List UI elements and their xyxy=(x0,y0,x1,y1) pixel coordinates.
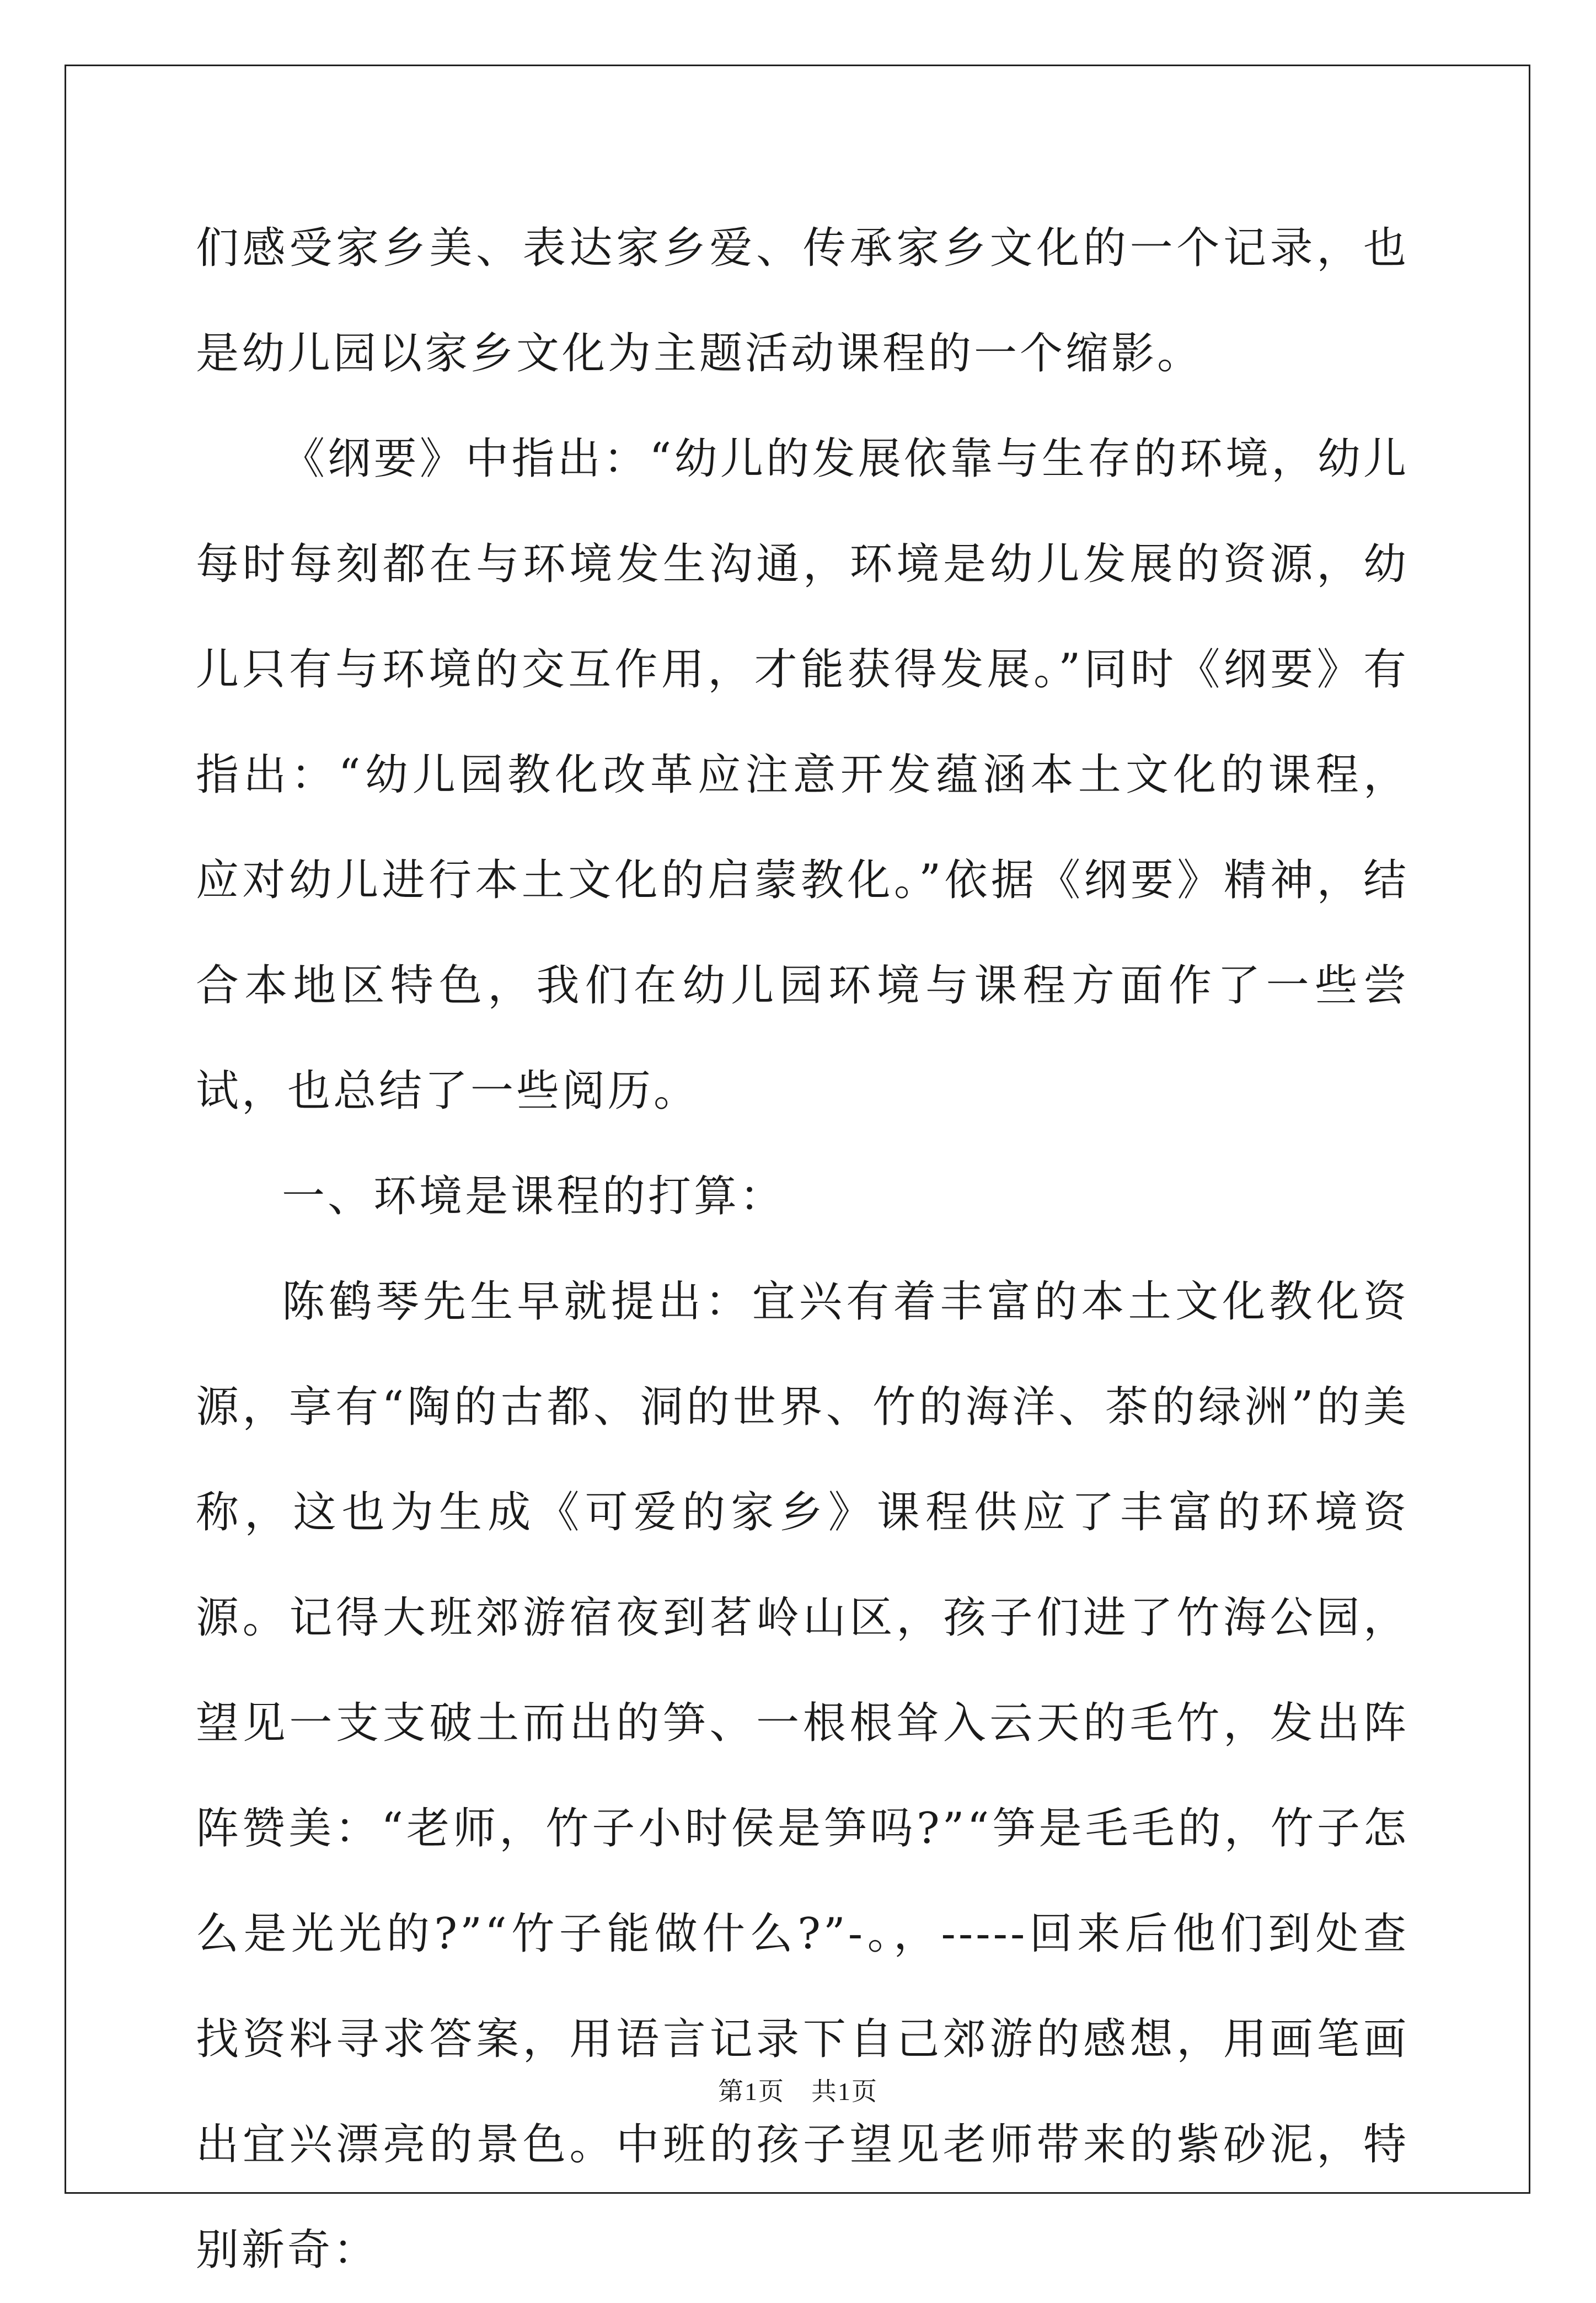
section-heading: 一、环境是课程的打算： xyxy=(282,1172,786,1221)
paragraph-1: 们感受家乡美、表达家乡爱、传承家乡文化的一个记录，也是幼儿园以家乡文化为主题活动课程的一个缩影。 xyxy=(196,223,1409,378)
paragraph-2: 《纲要》中指出：“幼儿的发展依靠与生存的环境，幼儿每时每刻都在与环境发生沟通，环境是幼儿发展的资源，幼儿只有与环境的交互作用，才能获得发展。”同时《纲要》有指出：“幼儿园教化改革应注意开发蕴涵本土文化的课程，应对幼儿进行本土文化的启蒙教化。”依据《纲要》精神，结合本地区特色，我们在幼儿园环境与课程方面作了一些尝试，也总结了一些阅历。 xyxy=(196,434,1409,1116)
page-number: 第1页 xyxy=(718,2077,785,2106)
document-body xyxy=(196,196,1409,2303)
page-total: 共1页 xyxy=(811,2077,878,2106)
paragraph-3: 陈鹤琴先生早就提出：宜兴有着丰富的本土文化教化资源，享有“陶的古都、洞的世界、竹的海洋、茶的绿洲”的美称，这也为生成《可爱的家乡》课程供应了丰富的环境资源。记得大班郊游宿夜到茗岭山区，孩子们进了竹海公园，望见一支支破土而出的笋、一根根耸入云天的毛竹，发出阵阵赞美：“老师，竹子小时侯是笋吗?”“笋是毛毛的，竹子怎么是光光的?”“竹子能做什么?”-。，-----回来后他们到处查找资料寻求答案，用语言记录下自己郊游的感想，用画笔画出宜兴漂亮的景色。中班的孩子望见老师带来的紫砂泥，特别新奇： xyxy=(196,1277,1409,2275)
page-footer xyxy=(0,2071,1596,2108)
